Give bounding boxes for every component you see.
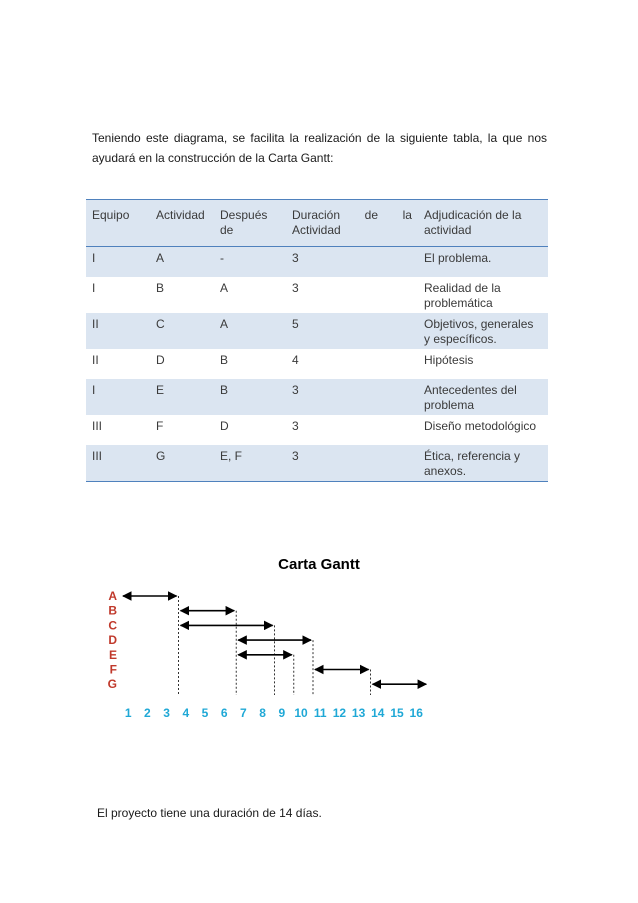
gantt-activity-label: G [107, 677, 117, 692]
cell-actividad: E [150, 379, 214, 415]
gantt-day-label: 14 [371, 706, 385, 720]
cell-actividad: A [150, 247, 214, 278]
cell-duracion: 3 [286, 247, 418, 278]
cell-adjudicacion: Objetivos, generales y específicos. [418, 313, 548, 349]
cell-despues: A [220, 281, 229, 295]
gantt-day-label: 5 [201, 706, 209, 720]
header-despues: Después de [214, 200, 286, 247]
gantt-title: Carta Gantt [278, 556, 360, 573]
cell-actividad: B [156, 281, 165, 295]
header-duracion-word2: de [364, 208, 379, 222]
gantt-activity-label: F [109, 662, 117, 677]
cell-equipo: III [86, 445, 150, 482]
gantt-activity-label: A [108, 589, 117, 603]
cell-duracion: 3 [292, 281, 299, 295]
cell-adjudicacion: Diseño metodológico [424, 419, 537, 433]
cell-equipo: II [86, 313, 150, 349]
cell-actividad: C [150, 313, 214, 349]
cell-adjudicacion: Antecedentes del problema [418, 379, 548, 415]
gantt-day-label: 9 [278, 706, 286, 720]
cell-actividad: G [150, 445, 214, 482]
cell-despues: D [220, 419, 229, 433]
cell-equipo: II [92, 353, 99, 367]
gantt-day-label: 13 [351, 706, 366, 720]
gantt-day-label: 10 [294, 706, 308, 720]
cell-duracion: 5 [286, 313, 418, 349]
cell-duracion: 3 [286, 445, 418, 482]
cell-duracion: 3 [292, 419, 299, 433]
cell-adjudicacion: Ética, referencia y anexos. [418, 445, 548, 482]
cell-equipo: III [92, 419, 103, 433]
cell-despues: B [214, 379, 286, 415]
header-duracion-word3: la [402, 208, 412, 222]
cell-duracion: 3 [286, 379, 418, 415]
cell-equipo: I [86, 379, 150, 415]
cell-actividad: F [156, 419, 164, 433]
gantt-day-label: 4 [182, 706, 190, 720]
closing-paragraph: El proyecto tiene una duración de 14 días. [97, 806, 322, 820]
cell-equipo: I [92, 281, 96, 295]
gantt-day-label: 16 [409, 706, 423, 720]
gantt-day-label: 8 [259, 706, 266, 720]
header-duracion-word4: Actividad [292, 223, 341, 237]
gantt-day-label: 15 [390, 706, 404, 720]
gantt-day-label: 7 [240, 706, 247, 720]
header-actividad: Actividad [150, 200, 214, 247]
header-equipo: Equipo [86, 200, 150, 247]
gantt-activity-label: B [108, 603, 117, 618]
gantt-activity-label: D [108, 633, 117, 648]
gantt-activity-label: E [108, 647, 117, 662]
cell-adjudicacion: El problema. [418, 247, 548, 278]
cell-duracion: 4 [292, 353, 299, 367]
gantt-day-label: 6 [220, 706, 228, 720]
gantt-activity-label: C [108, 618, 117, 633]
cell-adjudicacion: Hipótesis [424, 353, 474, 367]
gantt-day-label: 11 [313, 706, 327, 720]
cell-adjudicacion: Realidad de la problemática [424, 281, 501, 310]
gantt-day-label: 1 [124, 706, 132, 720]
intro-paragraph: Teniendo este diagrama, se facilita la realización de la siguiente tabla, la que nos ayudará en la construcción de la Carta Gantt: [92, 131, 547, 165]
gantt-day-label: 2 [144, 706, 151, 720]
gantt-day-label: 12 [332, 706, 347, 720]
header-adjudicacion: Adjudicación de la actividad [418, 200, 548, 247]
cell-despues: A [214, 313, 286, 349]
cell-equipo: I [86, 247, 150, 278]
cell-actividad: D [156, 353, 165, 367]
cell-despues: E, F [214, 445, 286, 482]
cell-despues: - [214, 247, 286, 278]
header-duracion-word1: Duración [292, 208, 341, 222]
cell-despues: B [220, 353, 229, 367]
gantt-day-label: 3 [163, 706, 170, 720]
